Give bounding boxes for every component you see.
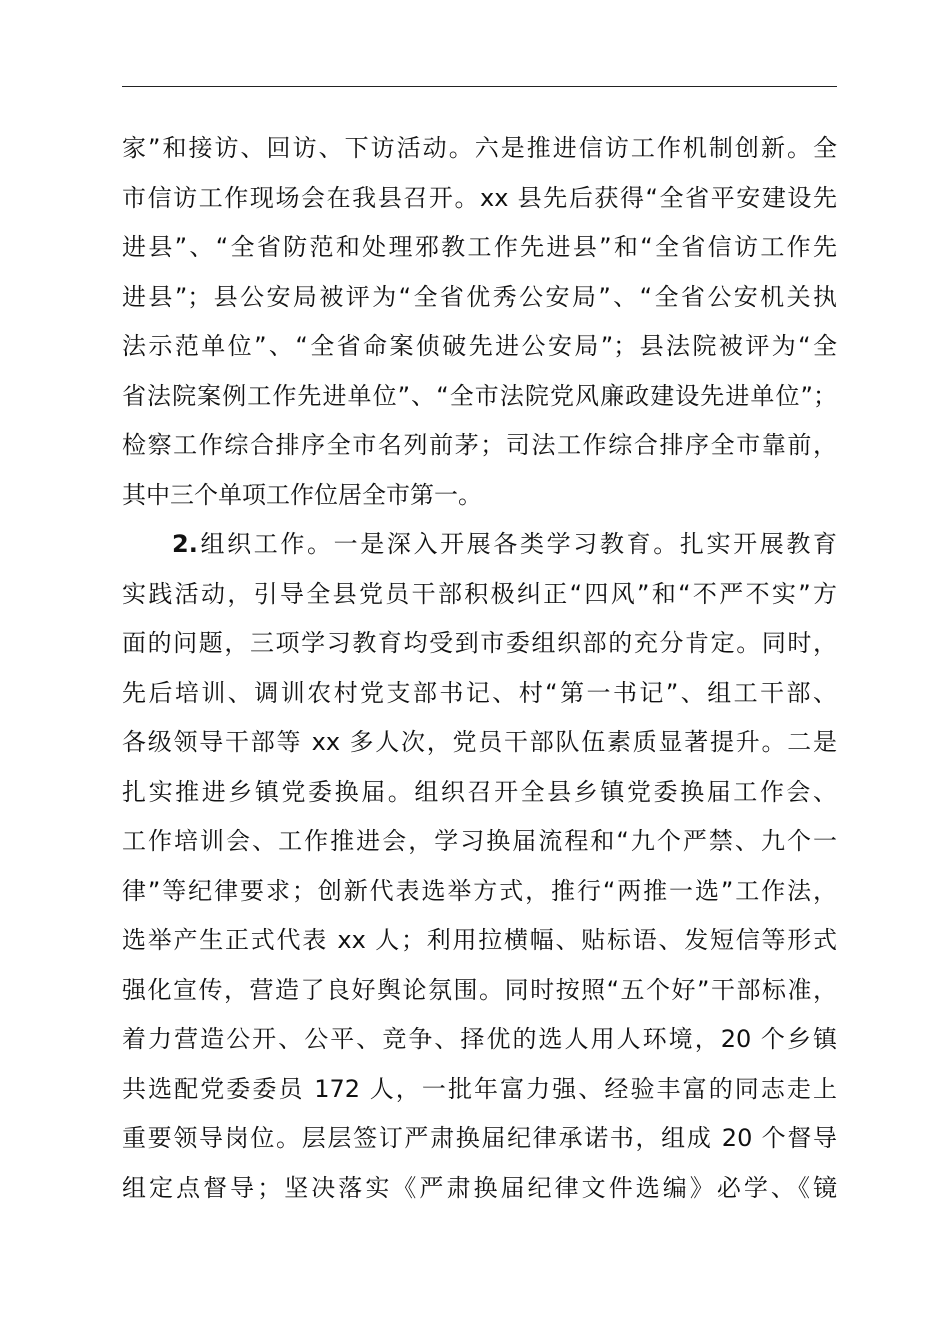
- text-line: 市信访工作现场会在我县召开。xx 县先后获得“全省平安建设先: [122, 183, 837, 212]
- text-line: 着力营造公开、公平、竞争、择优的选人用人环境，20 个乡镇: [122, 1025, 837, 1053]
- text-line: 实践活动，引导全县党员干部积极纠正“四风”和“不严不实”方: [122, 579, 837, 608]
- text-line: 先后培训、调训农村党支部书记、村“第一书记”、组工干部、: [122, 678, 837, 707]
- text-line: 各级领导干部等 xx 多人次，党员干部队伍素质显著提升。二是: [122, 728, 837, 756]
- text-line: 重要领导岗位。层层签订严肃换届纪律承诺书，组成 20 个督导: [122, 1124, 837, 1152]
- text-line: 组定点督导；坚决落实《严肃换届纪律文件选编》必学、《镜: [122, 1173, 837, 1202]
- section-heading-line: [122, 520, 837, 570]
- text-line: 法示范单位”、“全省命案侦破先进公安局”；县法院被评为“全: [122, 332, 837, 360]
- text-line: 律”等纪律要求；创新代表选举方式，推行“两推一选”工作法，: [122, 876, 837, 905]
- section-number: 2.: [172, 530, 198, 558]
- paragraph-1: [122, 124, 837, 520]
- text-line: 家”和接访、回访、下访活动。六是推进信访工作机制创新。全: [122, 134, 837, 162]
- text-line: 进县”；县公安局被评为“全省优秀公安局”、“全省公安机关执: [122, 282, 837, 311]
- paragraph-2: [122, 520, 837, 1213]
- header-rule: [122, 86, 837, 87]
- section-heading-text: 组织工作。一是深入开展各类学习教育。扎实开展教育: [197, 530, 837, 558]
- text-line: 共选配党委委员 172 人，一批年富力强、经验丰富的同志走上: [122, 1074, 837, 1103]
- text-line: 工作培训会、工作推进会，学习换届流程和“九个严禁、九个一: [122, 827, 837, 855]
- text-line: 面的问题，三项学习教育均受到市委组织部的充分肯定。同时，: [122, 629, 837, 657]
- text-line: 省法院案例工作先进单位”、“全市法院党风廉政建设先进单位”；: [122, 381, 837, 410]
- document-body: [122, 124, 837, 1213]
- text-line: 强化宣传，营造了良好舆论氛围。同时按照“五个好”干部标准，: [122, 975, 837, 1004]
- text-line: 选举产生正式代表 xx 人；利用拉横幅、贴标语、发短信等形式: [122, 926, 837, 954]
- text-line: 扎实推进乡镇党委换届。组织召开全县乡镇党委换届工作会、: [122, 777, 837, 806]
- text-line: 其中三个单项工作位居全市第一。: [122, 480, 482, 509]
- text-line: 检察工作综合排序全市名列前茅；司法工作综合排序全市靠前，: [122, 431, 837, 459]
- text-line: 进县”、“全省防范和处理邪教工作先进县”和“全省信访工作先: [122, 233, 837, 261]
